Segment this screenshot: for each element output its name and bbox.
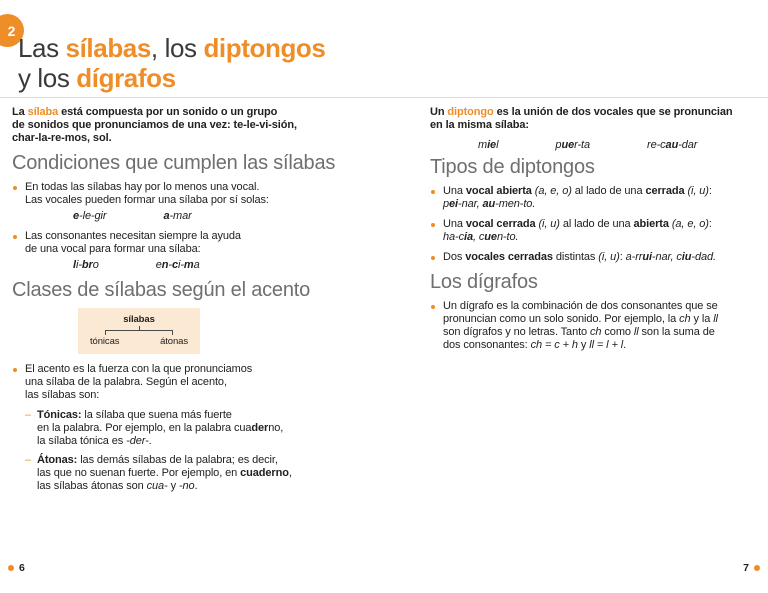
subitem-tonicas — [12, 409, 402, 448]
unit-number: 2 — [7, 22, 16, 39]
bullet-dot-icon — [431, 256, 435, 260]
bullet-text: Dos vocales cerradas distintas (i, u): a-rrui-nar, ciu-dad. — [443, 251, 716, 263]
examples-row — [25, 259, 402, 272]
intro-diptongo: Un diptongo es la unión de dos vocales que se pronuncian en la misma sílaba: — [430, 106, 733, 131]
bullet-dot-icon — [431, 223, 435, 227]
right-column — [430, 106, 764, 359]
bullet-consonantes — [12, 230, 402, 272]
heading-digrafos: Los dígrafos — [430, 271, 538, 293]
bullet-dot-icon — [13, 235, 17, 239]
bullet-cerrada-abierta — [430, 218, 764, 244]
left-column — [12, 106, 402, 499]
page-number: 6 — [19, 562, 25, 574]
diagram-children-row — [78, 335, 200, 347]
dash-marker: – — [25, 454, 32, 466]
bullet-text: Un dígrafo es la combinación de dos consonantes que se pronuncian como un solo sonido. Por ejemplo, la ch y la ll son dígrafos y no letras. Tanto ch como ll son la suma de dos consonantes: ch = c + h y ll = l + l. — [443, 300, 718, 351]
heading-condiciones: Condiciones que cumplen las sílabas — [12, 152, 336, 174]
page-number-left — [8, 562, 25, 574]
example-word: miel — [478, 139, 499, 151]
heading-tipos-diptongos: Tipos de diptongos — [430, 156, 595, 178]
example-word: a-mar — [163, 210, 192, 222]
bullet-text: El acento es la fuerza con la que pronunciamos una sílaba de la palabra. Según el acento, las sílabas son: — [25, 363, 253, 401]
title-line-2: y los dígrafos — [18, 63, 176, 93]
page-title — [18, 33, 325, 93]
page-dot-icon — [754, 565, 760, 571]
bullet-digrafo — [430, 300, 764, 352]
title-line-1: Las sílabas, los diptongos — [18, 33, 326, 63]
bullet-text: Las consonantes necesitan siempre la ayuda de una vocal para formar una sílaba: — [25, 230, 241, 255]
example-word: en-ci-ma — [155, 259, 200, 271]
bullet-dot-icon — [13, 186, 17, 190]
examples-row — [25, 210, 402, 223]
page-number: 7 — [743, 562, 749, 574]
example-word: puer-ta — [555, 139, 590, 151]
diagram-child-tonicas: tónicas — [90, 336, 120, 347]
diagram-root-label: sílabas — [123, 314, 155, 325]
bullet-text: En todas las sílabas hay por lo menos una vocal. Las vocales pueden formar una sílaba por sí solas: — [25, 181, 269, 206]
dash-marker: – — [25, 409, 32, 421]
bullet-dot-icon — [431, 305, 435, 309]
bullet-dos-cerradas — [430, 251, 764, 264]
subitem-text: Átonas: las demás sílabas de la palabra; es decir, las que no suenan fuerte. Por ejemplo, en cuaderno, las sílabas átonas son cua- y -no. — [37, 454, 292, 492]
bullet-vocal-minima — [12, 181, 402, 223]
example-word: e-le-gir — [73, 210, 107, 222]
bullet-abierta-cerrada — [430, 185, 764, 211]
diagram-child-atonas: átonas — [160, 336, 188, 347]
bullet-text: Una vocal cerrada (i, u) al lado de una abierta (a, e, o): ha-cia, cuen-to. — [443, 218, 712, 243]
bullet-dot-icon — [13, 368, 17, 372]
page-dot-icon — [8, 565, 14, 571]
bullet-acento — [12, 363, 402, 402]
example-word: re-cau-dar — [647, 139, 698, 151]
bullet-text: Una vocal abierta (a, e, o) al lado de una cerrada (i, u): pei-nar, au-men-to. — [443, 185, 712, 210]
syllables-tree-diagram — [78, 308, 200, 354]
heading-clases: Clases de sílabas según el acento — [12, 279, 311, 301]
intro-silaba: La sílaba está compuesta por un sonido o un grupo de sonidos que pronunciamos de una vez: te-le-vi-sión, char-la-re-mos, sol. — [12, 106, 297, 144]
example-word: li-bro — [73, 259, 99, 271]
subitem-text: Tónicas: la sílaba que suena más fuerte en la palabra. Por ejemplo, en la palabra cuaderno, la sílaba tónica es -der-. — [37, 409, 284, 447]
bullet-dot-icon — [431, 190, 435, 194]
examples-row — [430, 139, 764, 152]
subitem-atonas — [12, 454, 402, 493]
header-divider — [0, 97, 768, 98]
page-number-right — [743, 562, 760, 574]
